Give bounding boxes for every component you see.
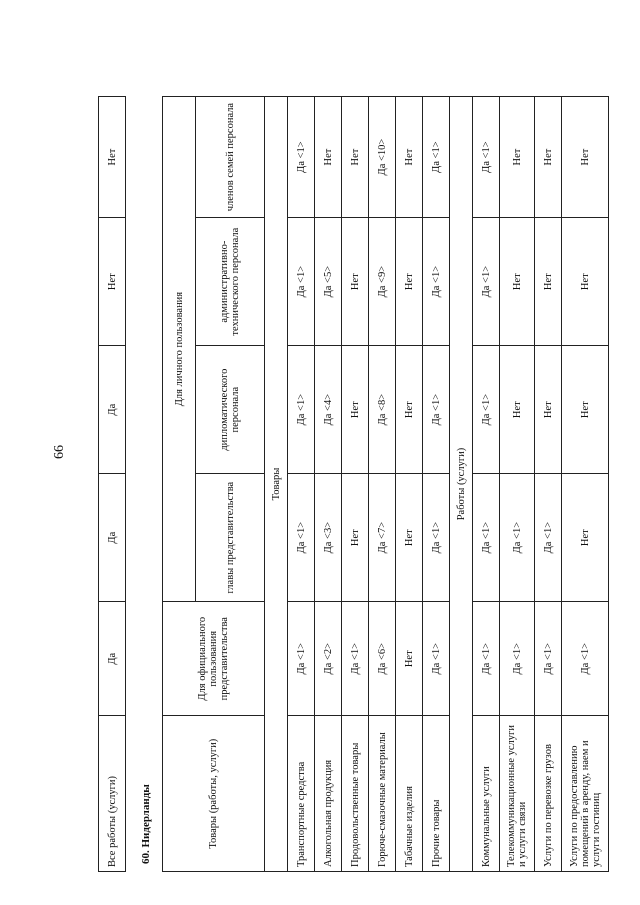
cell: Да <1>	[423, 474, 450, 602]
section-heading: 60. Нидерланды	[140, 784, 152, 864]
cell: Да <9>	[369, 218, 396, 346]
cell: Да	[99, 474, 126, 602]
services-section-title: Работы (услуги)	[450, 97, 473, 872]
header-family-members: членов семей персонала	[196, 97, 265, 218]
cell: Да <4>	[315, 346, 342, 474]
row-label: Телекоммуникационные услуги и услуги связи	[500, 716, 535, 872]
cell: Нет	[500, 97, 535, 218]
cell: Нет	[535, 346, 562, 474]
cell: Да <1>	[423, 346, 450, 474]
cell: Да <1>	[288, 346, 315, 474]
cell: Да <1>	[288, 602, 315, 716]
cell: Нет	[396, 218, 423, 346]
cell: Да <1>	[473, 474, 500, 602]
cell: Нет	[396, 346, 423, 474]
cell: Да <1>	[288, 97, 315, 218]
table-row	[396, 97, 423, 872]
header-diplomatic-staff: дипломатического персонала	[196, 346, 265, 474]
table-row	[99, 97, 126, 872]
table-row	[473, 97, 500, 872]
header-head-of-mission: главы представительства	[196, 474, 265, 602]
rotated-document	[98, 96, 602, 872]
table-row	[535, 97, 562, 872]
header-row	[163, 97, 196, 872]
cell: Нет	[342, 346, 369, 474]
cell: Да <1>	[473, 602, 500, 716]
cell: Нет	[342, 218, 369, 346]
cell: Да <1>	[288, 474, 315, 602]
goods-section-title: Товары	[265, 97, 288, 872]
cell: Да <8>	[369, 346, 396, 474]
header-official: Для официального пользования представительства	[163, 602, 265, 716]
row-label: Продовольственные товары	[342, 716, 369, 872]
table-row	[500, 97, 535, 872]
header-goods: Товары (работы, услуги)	[163, 716, 265, 872]
row-label: Услуги по перевозке грузов	[535, 716, 562, 872]
row-label: Все работы (услуги)	[99, 716, 126, 872]
row-label: Транспортные средства	[288, 716, 315, 872]
cell: Нет	[562, 97, 609, 218]
page-number: 66	[52, 445, 67, 459]
cell: Нет	[535, 97, 562, 218]
cell: Да <2>	[315, 602, 342, 716]
cell: Да <1>	[535, 602, 562, 716]
cell: Нет	[562, 474, 609, 602]
row-label: Табачные изделия	[396, 716, 423, 872]
cell: Нет	[342, 474, 369, 602]
cell: Да	[99, 346, 126, 474]
cell: Нет	[535, 218, 562, 346]
cell: Да <1>	[535, 474, 562, 602]
cell: Да <1>	[473, 97, 500, 218]
cell: Да <6>	[369, 602, 396, 716]
cell: Нет	[99, 97, 126, 218]
header-admin-staff: административно-технического персонала	[196, 218, 265, 346]
section-row	[265, 97, 288, 872]
cell: Нет	[396, 474, 423, 602]
cell: Да <1>	[423, 97, 450, 218]
row-label: Услуги по предоставлению помещений в аренду, наем и услуги гостиниц	[562, 716, 609, 872]
cell: Нет	[562, 346, 609, 474]
table-row	[315, 97, 342, 872]
cell: Нет	[396, 602, 423, 716]
cell: Да <3>	[315, 474, 342, 602]
row-label: Прочие товары	[423, 716, 450, 872]
cell: Да <10>	[369, 97, 396, 218]
cell: Нет	[500, 346, 535, 474]
table-row	[369, 97, 396, 872]
table-row	[288, 97, 315, 872]
cell: Да <1>	[473, 218, 500, 346]
table-row	[423, 97, 450, 872]
previous-country-table	[98, 96, 126, 872]
cell: Нет	[500, 218, 535, 346]
cell: Да <1>	[562, 602, 609, 716]
cell: Да	[99, 602, 126, 716]
cell: Да <1>	[500, 474, 535, 602]
header-personal: Для личного пользования	[163, 97, 196, 602]
row-label: Коммунальные услуги	[473, 716, 500, 872]
cell: Да <1>	[500, 602, 535, 716]
cell: Да <1>	[342, 602, 369, 716]
cell: Нет	[396, 97, 423, 218]
table-row	[562, 97, 609, 872]
cell: Нет	[315, 97, 342, 218]
cell: Нет	[562, 218, 609, 346]
cell: Да <1>	[423, 218, 450, 346]
cell: Да <1>	[423, 602, 450, 716]
table-row	[342, 97, 369, 872]
cell: Да <1>	[473, 346, 500, 474]
cell: Да <5>	[315, 218, 342, 346]
cell: Да <7>	[369, 474, 396, 602]
row-label: Горюче-смазочные материалы	[369, 716, 396, 872]
cell: Да <1>	[288, 218, 315, 346]
cell: Нет	[99, 218, 126, 346]
netherlands-table	[162, 96, 609, 872]
section-row	[450, 97, 473, 872]
row-label: Алкогольная продукция	[315, 716, 342, 872]
cell: Нет	[342, 97, 369, 218]
